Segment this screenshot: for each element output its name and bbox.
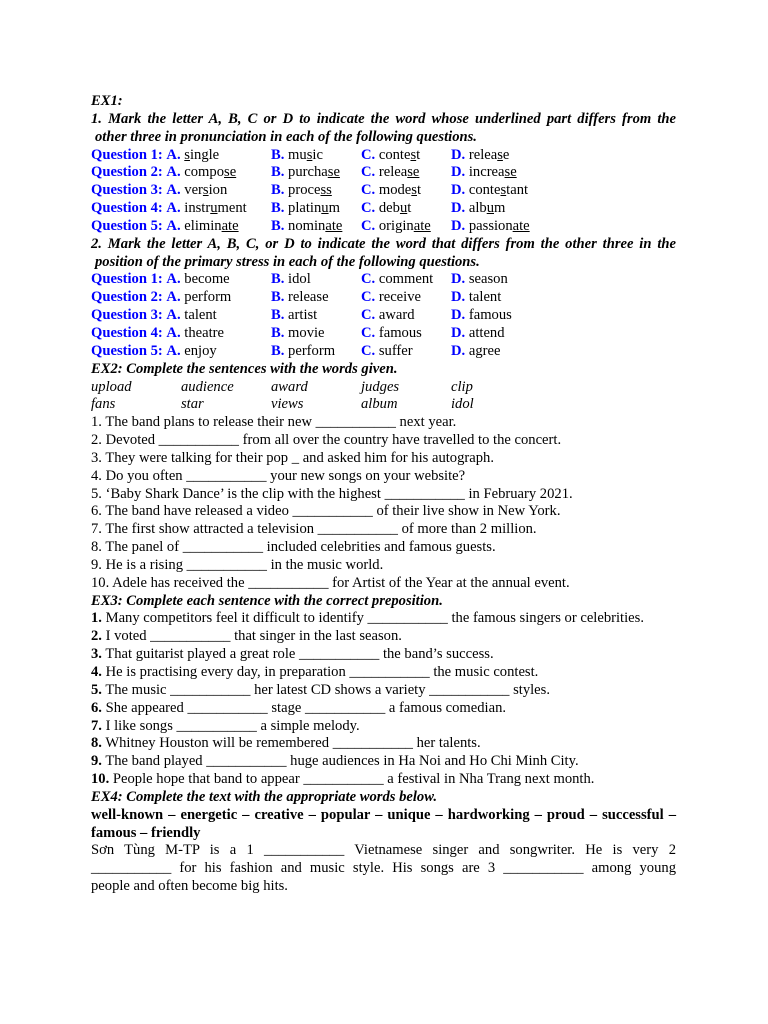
option-word (288, 218, 342, 234)
option-letter: A. (166, 146, 181, 163)
option-cell (451, 182, 551, 200)
option-cell (271, 307, 361, 325)
ex4-text-line1: Sơn Tùng M-TP is a 1 ___________ Vietnamese singer and songwriter. He is very 2 (91, 842, 676, 859)
word-end: t (407, 200, 412, 217)
sentence-text: I like songs ___________ a simple melody. (101, 717, 360, 734)
option-cell (361, 325, 451, 343)
option-cell (271, 289, 361, 307)
underlined-part: s (306, 146, 313, 163)
ex2-sentence: 8. The panel of ___________ included celebrities and famous guests. (91, 539, 496, 556)
option-letter: C. (361, 200, 376, 217)
option-word (288, 200, 340, 216)
option-letter: A. (166, 164, 181, 181)
ex2-sentences (91, 414, 676, 592)
ex4-title: EX4: Complete the text with the appropriate words below. (91, 788, 438, 805)
word-start: origin (378, 217, 414, 234)
word-bank-word: upload (91, 378, 132, 395)
option-word: enjoy (184, 342, 217, 359)
option-cell (451, 325, 551, 343)
word-start: mode (378, 182, 412, 199)
option-cell (451, 164, 551, 182)
ex3-sentence (91, 700, 676, 718)
option-cell (91, 147, 271, 165)
stress-question-row (91, 343, 676, 361)
option-letter: B. (271, 146, 285, 163)
option-word: movie (288, 324, 325, 341)
option-word: season (468, 271, 508, 288)
ex2-sentence: 2. Devoted ___________ from all over the country have travelled to the concert. (91, 432, 562, 449)
option-cell (451, 289, 551, 307)
word-end: ion (208, 182, 228, 199)
option-word: talent (184, 307, 217, 324)
option-letter: B. (271, 217, 285, 234)
pronunciation-questions (91, 147, 676, 236)
option-word: perform (184, 289, 232, 306)
option-word (184, 218, 238, 234)
option-word (469, 147, 510, 163)
option-letter: D. (451, 164, 466, 181)
option-letter: D. (451, 324, 466, 341)
pronunciation-question-row (91, 200, 676, 218)
word-end: ingle (189, 146, 220, 163)
ex2-sentence: 3. They were talking for their pop _ and asked him for his autograph. (91, 449, 494, 466)
sentence-text: People hope that band to appear ___________ a festival in Nha Trang next month. (109, 771, 595, 788)
option-letter: A. (166, 271, 181, 288)
word-bank-word: audience (181, 378, 234, 395)
ex1-instruction-line2: other three in pronunciation in each of the following questions. (95, 128, 477, 145)
option-cell (91, 325, 271, 343)
sentence-number: 8. (91, 735, 102, 752)
sentence-text: That guitarist played a great role ___________ the band’s success. (101, 646, 494, 663)
sentence-number: 7. (91, 717, 102, 734)
word-end: ic (312, 146, 323, 163)
option-word: perform (288, 342, 336, 359)
option-word (469, 200, 506, 216)
pronunciation-question-row (91, 164, 676, 182)
option-cell (361, 343, 451, 361)
word-bank-row (91, 396, 676, 414)
option-word: become (184, 271, 230, 288)
underlined-part: ate (221, 217, 239, 234)
word-end: t (416, 146, 421, 163)
option-letter: C. (361, 164, 376, 181)
sentence-text: Whitney Houston will be remembered ___________ her talents. (101, 735, 481, 752)
option-word: attend (468, 324, 505, 341)
option-letter: D. (451, 289, 466, 306)
question-label: Question 5: (91, 342, 163, 359)
ex2-sentence: 7. The first show attracted a television ___________ of more than 2 million. (91, 521, 537, 538)
ex3-sentence (91, 646, 676, 664)
ex1-title: EX1: (91, 93, 123, 109)
underlined-part: s (410, 146, 417, 163)
option-cell (91, 182, 271, 200)
option-word (184, 164, 236, 180)
option-letter: C. (361, 146, 376, 163)
option-cell (361, 200, 451, 218)
ex3-title: EX3: Complete each sentence with the correct preposition. (91, 592, 443, 609)
word-end: m (328, 200, 340, 217)
option-letter: B. (271, 342, 285, 359)
option-letter: B. (271, 324, 285, 341)
worksheet (91, 93, 676, 896)
option-letter: B. (271, 164, 285, 181)
word-start: proce (288, 182, 321, 199)
option-cell (451, 147, 551, 165)
option-cell (451, 343, 551, 361)
ex3-sentence (91, 682, 676, 700)
option-letter: A. (166, 217, 181, 234)
word-start: mu (288, 146, 307, 163)
option-cell (91, 307, 271, 325)
underlined-part: s (497, 146, 503, 163)
word-end: ment (217, 200, 247, 217)
underlined-part: s (202, 182, 209, 199)
word-bank (91, 379, 676, 415)
sentence-number: 2. (91, 628, 102, 645)
ex2-sentence: 5. ‘Baby Shark Dance’ is the clip with the highest ___________ in February 2021. (91, 485, 573, 502)
sentence-text: She appeared ___________ stage ___________ a famous comedian. (101, 699, 507, 716)
word-start: purcha (288, 164, 328, 181)
option-cell (361, 289, 451, 307)
option-word: theatre (184, 324, 224, 341)
pronunciation-question-row (91, 218, 676, 236)
word-start: relea (468, 146, 498, 163)
ex2-sentence: 1. The band plans to release their new ___________ next year. (91, 414, 457, 431)
word-bank-word: star (181, 396, 204, 413)
option-letter: C. (361, 324, 376, 341)
word-end: m (494, 200, 506, 217)
word-bank-word: clip (451, 378, 473, 395)
option-letter: D. (451, 200, 466, 217)
option-cell (451, 271, 551, 289)
option-letter: A. (166, 182, 181, 199)
option-letter: D. (451, 307, 466, 324)
option-cell (271, 200, 361, 218)
option-word (469, 182, 528, 198)
option-word (469, 164, 517, 180)
option-letter: A. (166, 307, 181, 324)
option-letter: D. (451, 182, 466, 199)
option-letter: C. (361, 271, 376, 288)
option-letter: C. (361, 342, 376, 359)
ex1-stress-instruction-line1: 2. Mark the letter A, B, C, or D to indicate the word that differs from the other three in the (91, 235, 676, 252)
word-start: platin (288, 200, 322, 217)
option-word (379, 164, 420, 180)
option-letter: D. (451, 146, 466, 163)
sentence-number: 1. (91, 610, 102, 627)
underlined-part: ss (320, 182, 332, 199)
option-word (184, 147, 219, 163)
word-start: elimin (184, 217, 222, 234)
sentence-number: 3. (91, 646, 102, 663)
stress-question-row (91, 289, 676, 307)
option-cell (271, 147, 361, 165)
option-cell (91, 164, 271, 182)
underlined-part: se (327, 164, 340, 181)
option-cell (91, 218, 271, 236)
option-word (379, 182, 421, 198)
word-bank-word: views (271, 396, 304, 413)
ex4-word-list-line1: well-known – energetic – creative – popular – unique – hardworking – proud – successful – (91, 806, 676, 823)
option-word (288, 147, 323, 163)
question-label: Question 2: (91, 289, 163, 306)
option-word: famous (378, 324, 422, 341)
question-label: Question 5: (91, 217, 163, 234)
sentence-number: 9. (91, 753, 102, 770)
ex3-sentence (91, 771, 676, 789)
underlined-part: se (224, 164, 237, 181)
option-cell (361, 218, 451, 236)
underlined-part: se (504, 164, 517, 181)
stress-question-row (91, 307, 676, 325)
ex2-sentence: 4. Do you often ___________ your new songs on your website? (91, 467, 466, 484)
word-bank-word: idol (451, 396, 474, 413)
word-start: passion (468, 217, 513, 234)
option-letter: B. (271, 271, 285, 288)
stress-questions (91, 271, 676, 360)
option-letter: B. (271, 182, 285, 199)
ex3-sentence (91, 735, 676, 753)
option-cell (361, 147, 451, 165)
ex3-sentence (91, 753, 676, 771)
sentence-number: 4. (91, 664, 102, 680)
sentence-text: I voted ___________ that singer in the last season. (101, 628, 402, 645)
option-letter: D. (451, 342, 466, 359)
option-cell (271, 182, 361, 200)
option-word: talent (468, 289, 502, 306)
word-start: deb (378, 200, 400, 217)
sentence-text: The music ___________ her latest CD shows a variety ___________ styles. (101, 681, 550, 698)
option-cell (271, 325, 361, 343)
option-cell (451, 218, 551, 236)
option-letter: B. (271, 289, 285, 306)
underlined-part: se (407, 164, 420, 181)
sentence-text: He is practising every day, in preparation ___________ the music contest. (101, 664, 539, 680)
ex3-sentence (91, 718, 676, 736)
question-label: Question 4: (91, 200, 163, 217)
ex2-sentence: 10. Adele has received the ___________ for Artist of the Year at the annual event. (91, 574, 570, 591)
underlined-part: u (210, 200, 218, 217)
word-start: conte (468, 182, 501, 199)
option-word: famous (468, 307, 512, 324)
sentence-number: 10. (91, 771, 110, 788)
sentence-number: 5. (91, 681, 102, 698)
option-letter: B. (271, 307, 285, 324)
ex4-word-list-line2: famous – friendly (91, 824, 201, 841)
option-cell (361, 182, 451, 200)
option-word: artist (288, 307, 318, 324)
word-start: nomin (288, 217, 326, 234)
word-start: alb (468, 200, 487, 217)
word-bank-word: judges (361, 378, 400, 395)
word-start: ver (184, 182, 203, 199)
option-cell (361, 307, 451, 325)
ex3-sentence (91, 628, 676, 646)
option-cell (271, 343, 361, 361)
word-start: conte (378, 146, 411, 163)
underlined-part: u (399, 200, 408, 217)
option-cell (91, 343, 271, 361)
pronunciation-question-row (91, 147, 676, 165)
option-word: idol (288, 271, 311, 288)
option-word (288, 182, 332, 198)
ex3-sentences (91, 610, 676, 788)
option-letter: C. (361, 307, 376, 324)
option-cell (451, 200, 551, 218)
option-letter: D. (451, 271, 466, 288)
option-word: comment (378, 271, 434, 288)
option-letter: C. (361, 182, 376, 199)
word-end: e (502, 146, 510, 163)
word-end: tant (506, 182, 529, 199)
word-bank-word: fans (91, 396, 116, 413)
option-cell (271, 164, 361, 182)
option-word (184, 182, 227, 198)
underlined-part: ate (512, 217, 530, 234)
option-letter: A. (166, 200, 181, 217)
stress-question-row (91, 325, 676, 343)
option-letter: A. (166, 289, 181, 306)
question-label: Question 3: (91, 182, 163, 199)
option-letter: C. (361, 217, 376, 234)
word-start: instr (184, 200, 211, 217)
option-cell (91, 200, 271, 218)
word-start: relea (378, 164, 408, 181)
word-bank-word: award (271, 378, 308, 395)
ex1-stress-instruction-line2: position of the primary stress in each of the following questions. (95, 253, 480, 270)
option-word: agree (468, 342, 501, 359)
ex2-sentence: 9. He is a rising ___________ in the music world. (91, 556, 384, 573)
word-end: t (416, 182, 422, 199)
word-start: increa (468, 164, 505, 181)
option-letter: C. (361, 289, 376, 306)
option-word: release (288, 289, 329, 306)
option-letter: A. (166, 342, 181, 359)
option-word (469, 218, 530, 234)
option-cell (271, 218, 361, 236)
ex2-title: EX2: Complete the sentences with the words given. (91, 360, 398, 377)
underlined-part: ate (413, 217, 431, 234)
ex3-sentence (91, 610, 676, 628)
underlined-part: ate (325, 217, 343, 234)
ex3-sentence (91, 664, 676, 682)
option-cell (361, 271, 451, 289)
question-label: Question 1: (91, 271, 163, 288)
sentence-text: Many competitors feel it difficult to identify ___________ the famous singers or celebrities. (101, 610, 644, 627)
question-label: Question 4: (91, 324, 163, 341)
sentence-text: The band played ___________ huge audiences in Ha Noi and Ho Chi Minh City. (101, 753, 579, 770)
word-start: compo (184, 164, 225, 181)
question-label: Question 3: (91, 307, 163, 324)
underlined-part: s (500, 182, 507, 199)
option-word (379, 200, 411, 216)
option-word (379, 218, 431, 234)
question-label: Question 1: (91, 146, 163, 163)
ex2-sentence: 6. The band have released a video ___________ of their live show in New York. (91, 503, 561, 520)
option-letter: D. (451, 217, 466, 234)
sentence-number: 6. (91, 699, 102, 716)
option-word: suffer (378, 342, 413, 359)
option-cell (361, 164, 451, 182)
option-word: receive (378, 289, 421, 306)
underlined-part: u (321, 200, 329, 217)
option-letter: B. (271, 200, 285, 217)
pronunciation-question-row (91, 182, 676, 200)
option-word (379, 147, 420, 163)
question-label: Question 2: (91, 164, 163, 181)
stress-question-row (91, 271, 676, 289)
underlined-part: s (411, 182, 417, 199)
ex1-instruction-line1: 1. Mark the letter A, B, C or D to indicate the word whose underlined part differs from the (91, 110, 676, 127)
option-word (184, 200, 246, 216)
ex4-text-line3: people and often become big hits. (91, 878, 288, 895)
option-cell (271, 271, 361, 289)
underlined-part: s (184, 146, 190, 163)
option-word: award (378, 307, 415, 324)
ex4-text-line2: ___________ for his fashion and music style. His songs are 3 ___________ among young (91, 860, 676, 877)
option-cell (451, 307, 551, 325)
word-bank-row (91, 379, 676, 397)
option-cell (91, 271, 271, 289)
option-word (288, 164, 340, 180)
option-cell (91, 289, 271, 307)
underlined-part: u (486, 200, 494, 217)
word-bank-word: album (361, 396, 398, 413)
option-letter: A. (166, 324, 181, 341)
